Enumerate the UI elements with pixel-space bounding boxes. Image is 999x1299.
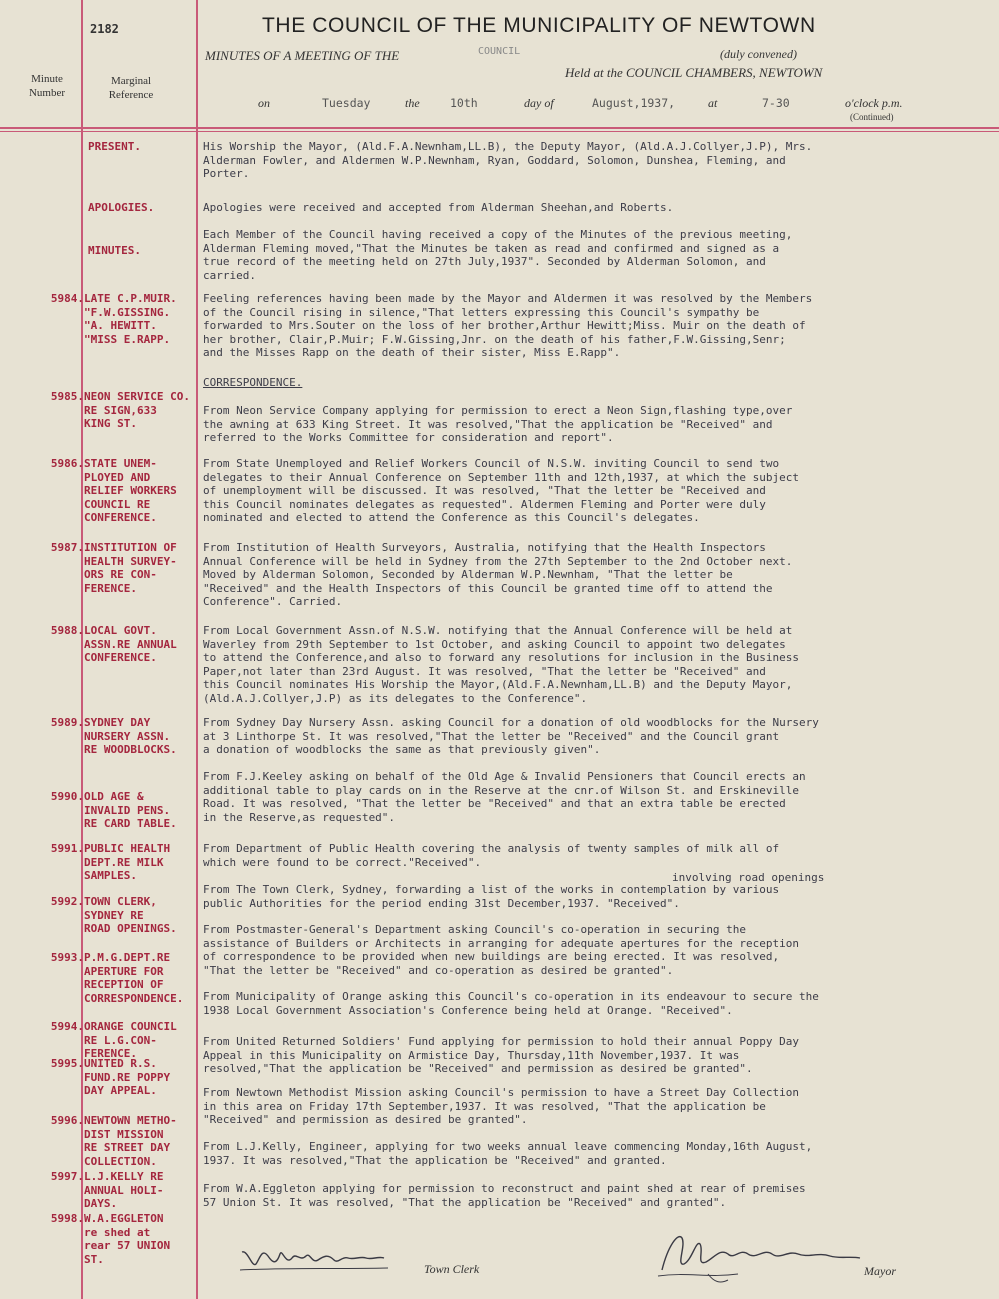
marginal-reference: UNITED R.S. FUND.RE POPPY DAY APPEAL.: [84, 1057, 171, 1098]
present-text: His Worship the Mayor, (Ald.F.A.Newnham,LL.B), the Deputy Mayor, (Ald.A.J.Collyer,J.P), Mrs. Alderman Fowler, and Aldermen W.P.Newnham, Ryan, Goddard, Solomon, Dunshea, Fleming, and Porter.: [203, 140, 813, 181]
minutes-text: Each Member of the Council having received a copy of the Minutes of the previous meeting, Alderman Fleming moved,"That the Minutes be taken as read and confirmed and signed as a true record of the meeting held on 27th July,1937". Seconded by Alderman Solomon, and carried.: [203, 228, 793, 282]
minute-number: 5996.: [50, 1114, 84, 1127]
minute-number: 5988.: [50, 624, 84, 637]
minute-number: 5993.: [50, 951, 84, 964]
marginal-reference: L.J.KELLY RE ANNUAL HOLI- DAYS.: [84, 1170, 164, 1211]
minute-text: From State Unemployed and Relief Workers Council of N.S.W. inviting Council to send two delegates to their Annual Conference on September 11th and 12th,1937, at which the subject of unemployment will be discussed. It was resolved, "That the letter be "Received and this Council nominates delegates as requested". Aldermen Fleming and Porter were duly nominated and elected to attend the Conference as this Council's delegates.: [203, 457, 800, 525]
header-rule-second: [0, 131, 999, 132]
marginal-reference: LOCAL GOVT. ASSN.RE ANNUAL CONFERENCE.: [84, 624, 177, 665]
minute-number: 5998.: [50, 1212, 84, 1225]
oclock-label: o'clock p.m.: [845, 96, 903, 110]
town-clerk-label: Town Clerk: [424, 1262, 480, 1276]
inserted-text: involving road openings: [672, 871, 825, 884]
minute-text: From Sydney Day Nursery Assn. asking Council for a donation of old woodblocks for the Nursery at 3 Linthorpe St. It was resolved,"That the letter be "Received" and the Council grant a donation of woodblocks the same as that previously given".: [203, 716, 819, 757]
minute-text: From L.J.Kelly, Engineer, applying for two weeks annual leave commencing Monday,16th August, 1937. It was resolved,"That the application be "Received" and granted.: [203, 1140, 813, 1167]
correspondence-heading: CORRESPONDENCE.: [203, 376, 303, 389]
minute-text: From F.J.Keeley asking on behalf of the Old Age & Invalid Pensioners that Council erects an additional table to play cards on in the Reserve at the cnr.of Wilson St. and Erskineville Road. It was resolved, "That the letter be "Received" and that an extra table be erected in the Reserve,as requested".: [203, 770, 806, 824]
minute-number: 5985.: [50, 390, 84, 403]
marginal-reference: LATE C.P.MUIR. "F.W.GISSING. "A. HEWITT. "MISS E.RAPP.: [84, 292, 177, 346]
col-marginal-reference: Marginal Reference: [108, 75, 154, 101]
minute-number: 5991.: [50, 842, 84, 855]
minute-text: From The Town Clerk, Sydney, forwarding a list of the works in contemplation by various public Authorities for the period ending 31st December,1937. "Received".: [203, 883, 780, 910]
margin-line-left: [81, 0, 83, 1299]
page-number: 2182: [90, 22, 119, 36]
minute-text: From Department of Public Health covering the analysis of twenty samples of milk all of which were found to be correct."Received".: [203, 842, 780, 869]
marginal-reference: STATE UNEM- PLOYED AND RELIEF WORKERS COUNCIL RE CONFERENCE.: [84, 457, 177, 525]
marginal-reference: NEON SERVICE CO. RE SIGN,633 KING ST.: [84, 390, 190, 431]
minute-text: From Newtown Methodist Mission asking Council's permission to have a Street Day Collection in this area on Friday 17th September,1937. It was resolved, "That the application be "Received" and permission as desired be granted".: [203, 1086, 800, 1127]
held-at-label: Held at the COUNCIL CHAMBERS, NEWTOWN: [565, 65, 823, 80]
marginal-reference: SYDNEY DAY NURSERY ASSN. RE WOODBLOCKS.: [84, 716, 177, 757]
minute-number: 5992.: [50, 895, 84, 908]
marginal-reference: TOWN CLERK, SYDNEY RE ROAD OPENINGS.: [84, 895, 177, 936]
month-year: August,1937,: [592, 96, 676, 110]
apologies-text: Apologies were received and accepted from Alderman Sheehan,and Roberts.: [203, 201, 674, 214]
minute-number: 5986.: [50, 457, 84, 470]
marginal-reference: P.M.G.DEPT.RE APERTURE FOR RECEPTION OF CORRESPONDENCE.: [84, 951, 184, 1005]
continued-label: (Continued): [850, 112, 894, 122]
day-number: 10th: [450, 96, 478, 110]
apologies-ref: APOLOGIES.: [88, 201, 155, 214]
on-label: on: [258, 96, 270, 110]
marginal-reference: W.A.EGGLETON re shed at rear 57 UNION ST.: [84, 1212, 171, 1266]
marginal-reference: OLD AGE & INVALID PENS. RE CARD TABLE.: [84, 790, 177, 831]
minute-text: From Neon Service Company applying for permission to erect a Neon Sign,flashing type,over the awning at 633 King Street. It was resolved,"That the application be "Received" and referred to the Works Committee for consideration and report".: [203, 404, 793, 445]
minute-text: From Municipality of Orange asking this Council's co-operation in its endeavour to secure the 1938 Local Government Association's Conference being held at Orange. "Received".: [203, 990, 819, 1017]
meeting-type: COUNCIL: [478, 46, 521, 57]
minutes-ref: MINUTES.: [88, 244, 141, 257]
minute-number: 5995.: [50, 1057, 84, 1070]
minute-number: 5997.: [50, 1170, 84, 1183]
town-clerk-signature: [238, 1238, 418, 1278]
minute-text: From Institution of Health Surveyors, Australia, notifying that the Health Inspectors Annual Conference will be held in Sydney from the 27th September to the 2nd October next. Moved by Alderman Solomon, Seconded by Alderman W.P.Newnham, "That the letter be "Received" and the Health Inspectors of this Council be granted time off to attend the Conference". Carried.: [203, 541, 793, 609]
minute-text: From Postmaster-General's Department asking Council's co-operation in securing the assistance of Builders or Architects in arranging for adequate apertures for the reception of correspondence to be provided when new buildings are being erected. It was resolved, "That the letter be "Received" and co-operation as desired be granted".: [203, 923, 800, 977]
minute-text: Feeling references having been made by the Mayor and Aldermen it was resolved by the Members of the Council rising in silence,"That letters expressing this Council's sympathy be forwarded to Mrs.Souter on the loss of her brother,Arthur Hewitt;Miss. Muir on the death of her brother, Clair,P.Muir; F.W.Gissing,Jnr. on the death of his father,F.W.Gissing,Senr; and the Misses Rapp on the death of their sister, Miss E.Rapp".: [203, 292, 813, 360]
minute-number: 5984.: [50, 292, 84, 305]
day-name: Tuesday: [322, 96, 371, 110]
council-title: THE COUNCIL OF THE MUNICIPALITY OF NEWTOWN: [262, 14, 816, 37]
marginal-reference: ORANGE COUNCIL RE L.G.CON- FERENCE.: [84, 1020, 177, 1061]
minute-text: From Local Government Assn.of N.S.W. notifying that the Annual Conference will be held at Waverley from 29th September to 1st October, and asking Council to appoint two delegates to attend the Conference,and also to forward any resolutions for inclusion in the Business Paper,not later than 23rd August. It was resolved, "That the letter be "Received" and this Council nominates His Worship the Mayor,(Ald.F.A.Newnham,LL.B) and the Deputy Mayor, (Ald.A.J.Collyer,J.P) as its delegates to the Conference".: [203, 624, 800, 705]
marginal-reference: NEWTOWN METHO- DIST MISSION RE STREET DAY COLLECTION.: [84, 1114, 177, 1168]
duly-convened-label: (duly convened): [720, 47, 797, 61]
minute-number: 5994.: [50, 1020, 84, 1033]
minute-text: From W.A.Eggleton applying for permission to reconstruct and paint shed at rear of premises 57 Union St. It was resolved, "That the application be "Received" and granted".: [203, 1182, 806, 1209]
present-ref: PRESENT.: [88, 140, 141, 153]
col-minute-number: Minute Number: [28, 73, 66, 99]
the-label: the: [405, 96, 420, 110]
minute-number: 5987.: [50, 541, 84, 554]
minute-text: From United Returned Soldiers' Fund applying for permission to hold their annual Poppy Day Appeal in this Municipality on Armistice Day, Thursday,11th November,1937. It was resolved,"That the application be "Received" and permission as desired be granted".: [203, 1035, 800, 1076]
mayor-label: Mayor: [864, 1264, 896, 1278]
minute-number: 5990.: [50, 790, 84, 803]
minute-number: 5989.: [50, 716, 84, 729]
meeting-time: 7-30: [762, 96, 790, 110]
minutes-of-label: MINUTES OF A MEETING OF THE: [205, 48, 400, 63]
marginal-reference: INSTITUTION OF HEALTH SURVEY- ORS RE CON- FERENCE.: [84, 541, 177, 595]
day-of-label: day of: [524, 96, 554, 110]
marginal-reference: PUBLIC HEALTH DEPT.RE MILK SAMPLES.: [84, 842, 171, 883]
mayor-signature: [648, 1226, 868, 1288]
at-label: at: [708, 96, 718, 110]
header-rule: [0, 127, 999, 129]
